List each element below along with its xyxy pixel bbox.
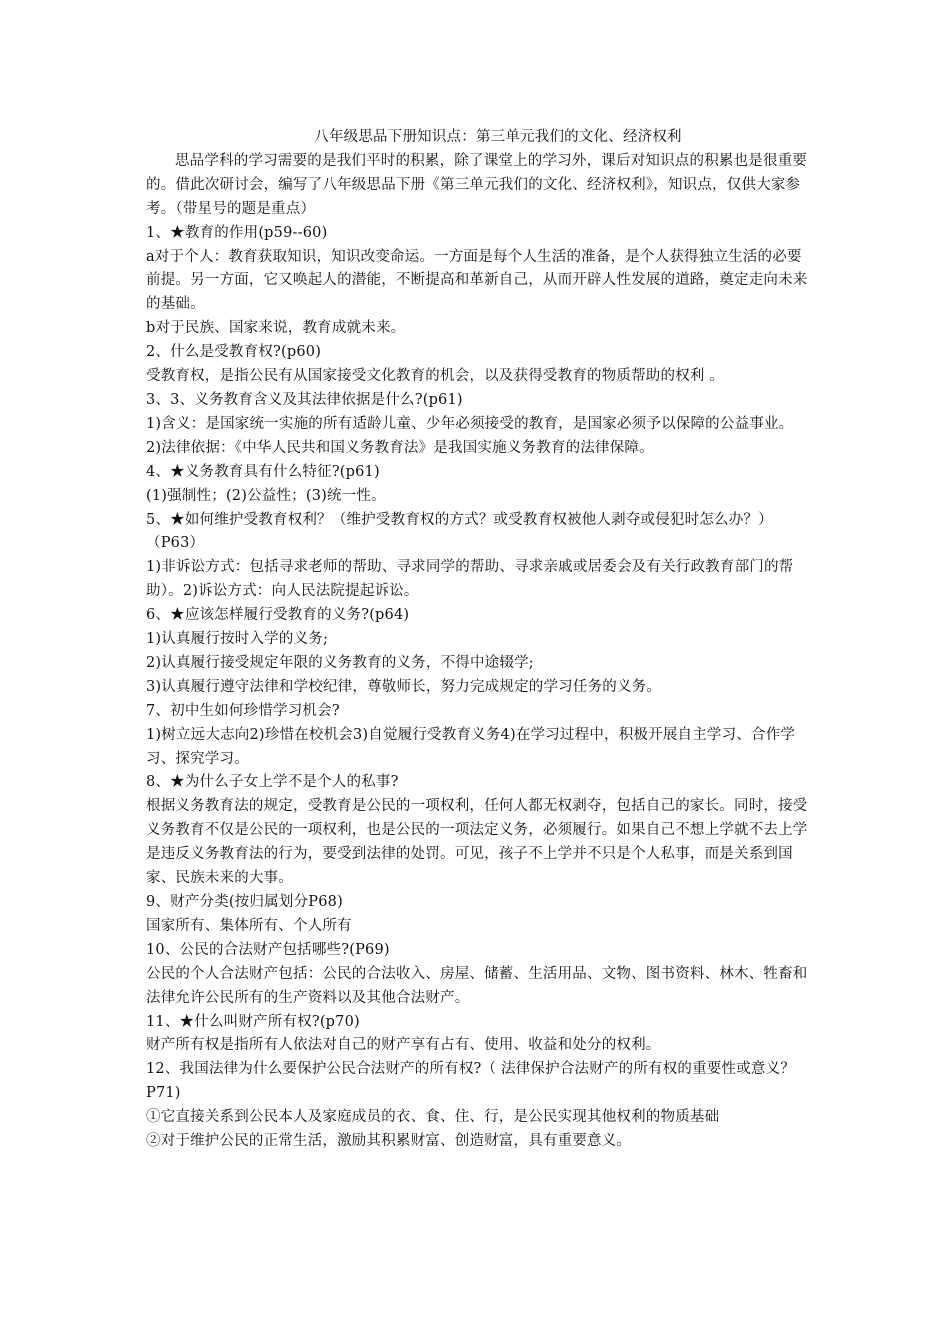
text-line: 3、3、义务教育含义及其法律依据是什么?(p61): [146, 391, 463, 408]
text-line: 12、我国法律为什么要保护公民合法财产的所有权?（ 法律保护合法财产的所有权的重要性或意义？P71): [146, 1061, 796, 1102]
knowledge-points-list: [146, 222, 814, 1154]
text-line: 1)树立远大志向2)珍惜在校机会3)自觉履行受教育义务4)在学习过程中，积极开展自主学习、合作学习、探究学习。: [146, 726, 796, 767]
text-line: 根据义务教育法的规定，受教育是公民的一项权利，任何人都无权剥夺，包括自己的家长。同时，接受义务教育不仅是公民的一项权利，也是公民的一项法定义务，必须履行。如果自己不想上学就不去上学是违反义务教育法的行为，要受到法律的处罚。可见，孩子不上学并不只是个人私事，而是关系到国家、民族未来的大事。: [146, 798, 808, 887]
text-line: ①它直接关系到公民本人及家庭成员的衣、食、住、行，是公民实现其他权利的物质基础: [146, 1109, 720, 1126]
text-line: a对于个人：教育获取知识，知识改变命运。一方面是每个人生活的准备，是个人获得独立生活的必要前提。另一方面，它又唤起人的潜能，不断提高和革新自己，从而开辟人性发展的道路，奠定走向未来的基础。: [146, 248, 808, 313]
text-line: 2)认真履行接受规定年限的义务教育的义务，不得中途辍学;: [146, 654, 534, 671]
text-line: 8、★为什么子女上学不是个人的私事?: [146, 774, 399, 791]
text-line: 11、★什么叫财产所有权?(p70): [146, 1013, 360, 1030]
text-line: 3)认真履行遵守法律和学校纪律，尊敬师长，努力完成规定的学习任务的义务。: [146, 678, 662, 695]
intro-paragraph: 思品学科的学习需要的是我们平时的积累，除了课堂上的学习外，课后对知识点的积累也是很重要的。借此次研讨会，编写了八年级思品下册《第三单元我们的文化、经济权利》，知识点，仅供大家参考。（带星号的题是重点）: [146, 152, 808, 217]
text-line: ②对于维护公民的正常生活，激励其积累财富、创造财富，具有重要意义。: [146, 1133, 632, 1150]
text-line: 6、★应该怎样履行受教育的义务?(p64): [146, 607, 410, 624]
text-line: b对于民族、国家来说，教育成就未来。: [146, 320, 406, 337]
text-line: 5、★如何维护受教育权利？（维护受教育权的方式？或受教育权被他人剥夺或侵犯时怎么办？）（P63）: [146, 511, 773, 552]
text-line: 7、初中生如何珍惜学习机会?: [146, 702, 340, 719]
document-title: 八年级思品下册知识点：第三单元我们的文化、经济权利: [314, 129, 682, 145]
text-line: (1)强制性；(2)公益性；(3)统一性。: [146, 487, 386, 504]
text-line: 1、★教育的作用(p59--60): [146, 224, 328, 241]
document-body: [146, 126, 814, 1154]
text-line: 财产所有权是指所有人依法对自己的财产享有占有、使用、收益和处分的权利。: [146, 1037, 661, 1054]
text-line: 受教育权，是指公民有从国家接受文化教育的机会，以及获得受教育的物质帮助的权利 。: [146, 368, 725, 385]
text-line: 2)法律依据：《中华人民共和国义务教育法》是我国实施义务教育的法律保障。: [146, 439, 654, 456]
text-line: 10、公民的合法财产包括哪些?(P69): [146, 941, 390, 958]
text-line: 国家所有、集体所有、个人所有: [146, 917, 352, 934]
text-line: 公民的个人合法财产包括：公民的合法收入、房屋、储蓄、生活用品、文物、图书资料、林木、牲畜和法律允许公民所有的生产资料以及其他合法财产。: [146, 965, 808, 1006]
text-line: 1)认真履行按时入学的义务;: [146, 631, 329, 648]
text-line: 9、财产分类(按归属划分P68): [146, 894, 343, 910]
text-line: 2、什么是受教育权?(p60): [146, 344, 322, 361]
text-line: 4、★义务教育具有什么特征?(p61): [146, 463, 380, 480]
text-line: 1)含义：是国家统一实施的所有适龄儿童、少年必须接受的教育，是国家必须予以保障的公益事业。: [146, 415, 794, 432]
text-line: 1)非诉讼方式：包括寻求老师的帮助、寻求同学的帮助、寻求亲戚或居委会及有关行政教育部门的帮助）。2)诉讼方式：向人民法院提起诉讼。: [146, 559, 794, 600]
